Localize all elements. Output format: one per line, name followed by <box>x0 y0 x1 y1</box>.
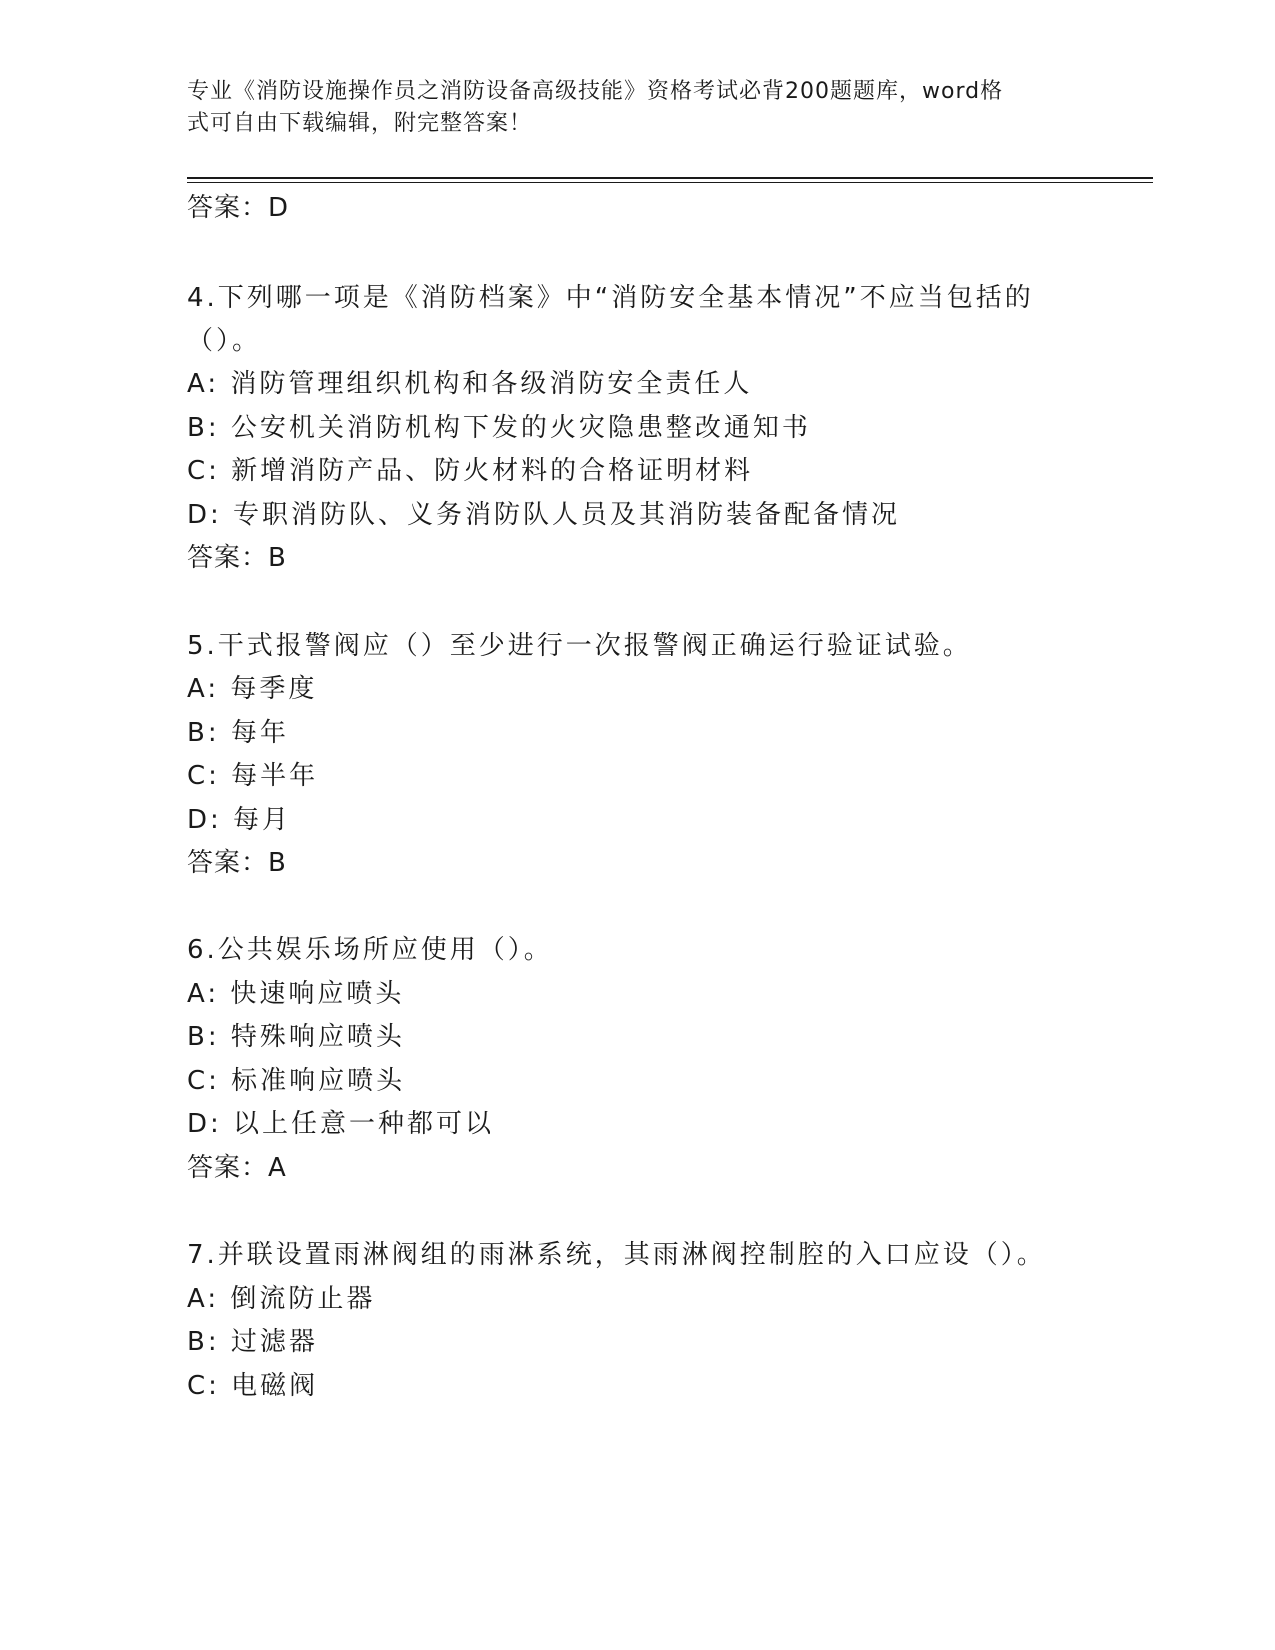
question-6-option-b: B: 特殊响应喷头 <box>187 1022 405 1052</box>
header-line-1: 专业《消防设施操作员之消防设备高级技能》资格考试必背200题题库，word格 <box>187 79 1004 104</box>
question-5-option-c: C: 每半年 <box>187 761 319 791</box>
header-divider-thick <box>187 177 1153 179</box>
question-5-option-b: B: 每年 <box>187 718 289 748</box>
question-7-option-c: C: 电磁阀 <box>187 1371 319 1401</box>
document-header <box>187 76 1087 140</box>
question-6-stem: 6.公共娱乐场所应使用（）。 <box>187 935 553 965</box>
question-7-option-a: A: 倒流防止器 <box>187 1284 376 1314</box>
header-divider-thin <box>187 182 1153 183</box>
question-4-option-d: D: 专职消防队、义务消防队人员及其消防装备配备情况 <box>187 500 901 530</box>
question-5-option-a: A: 每季度 <box>187 674 318 704</box>
question-7-option-b: B: 过滤器 <box>187 1327 318 1357</box>
question-4-stem-line-1: 4.下列哪一项是《消防档案》中“消防安全基本情况”不应当包括的 <box>187 283 1034 313</box>
question-5-answer: 答案：B <box>187 848 287 878</box>
question-4-option-a: A: 消防管理组织机构和各级消防安全责任人 <box>187 369 753 399</box>
question-7-stem: 7.并联设置雨淋阀组的雨淋系统，其雨淋阀控制腔的入口应设（）。 <box>187 1240 1046 1270</box>
question-4-stem-line-2: （）。 <box>187 326 262 356</box>
question-5-stem: 5.干式报警阀应（）至少进行一次报警阀正确运行验证试验。 <box>187 631 972 661</box>
question-6-answer: 答案：A <box>187 1153 287 1183</box>
question-6-option-a: A: 快速响应喷头 <box>187 979 405 1009</box>
question-6-option-d: D: 以上任意一种都可以 <box>187 1109 495 1139</box>
previous-answer: 答案：D <box>187 193 290 223</box>
header-line-2: 式可自由下载编辑，附完整答案！ <box>187 111 533 136</box>
question-4-option-b: B: 公安机关消防机构下发的火灾隐患整改通知书 <box>187 413 811 443</box>
question-4-answer: 答案：B <box>187 543 287 573</box>
question-4-option-c: C: 新增消防产品、防火材料的合格证明材料 <box>187 456 754 486</box>
question-5-option-d: D: 每月 <box>187 805 292 835</box>
question-6-option-c: C: 标准响应喷头 <box>187 1066 406 1096</box>
